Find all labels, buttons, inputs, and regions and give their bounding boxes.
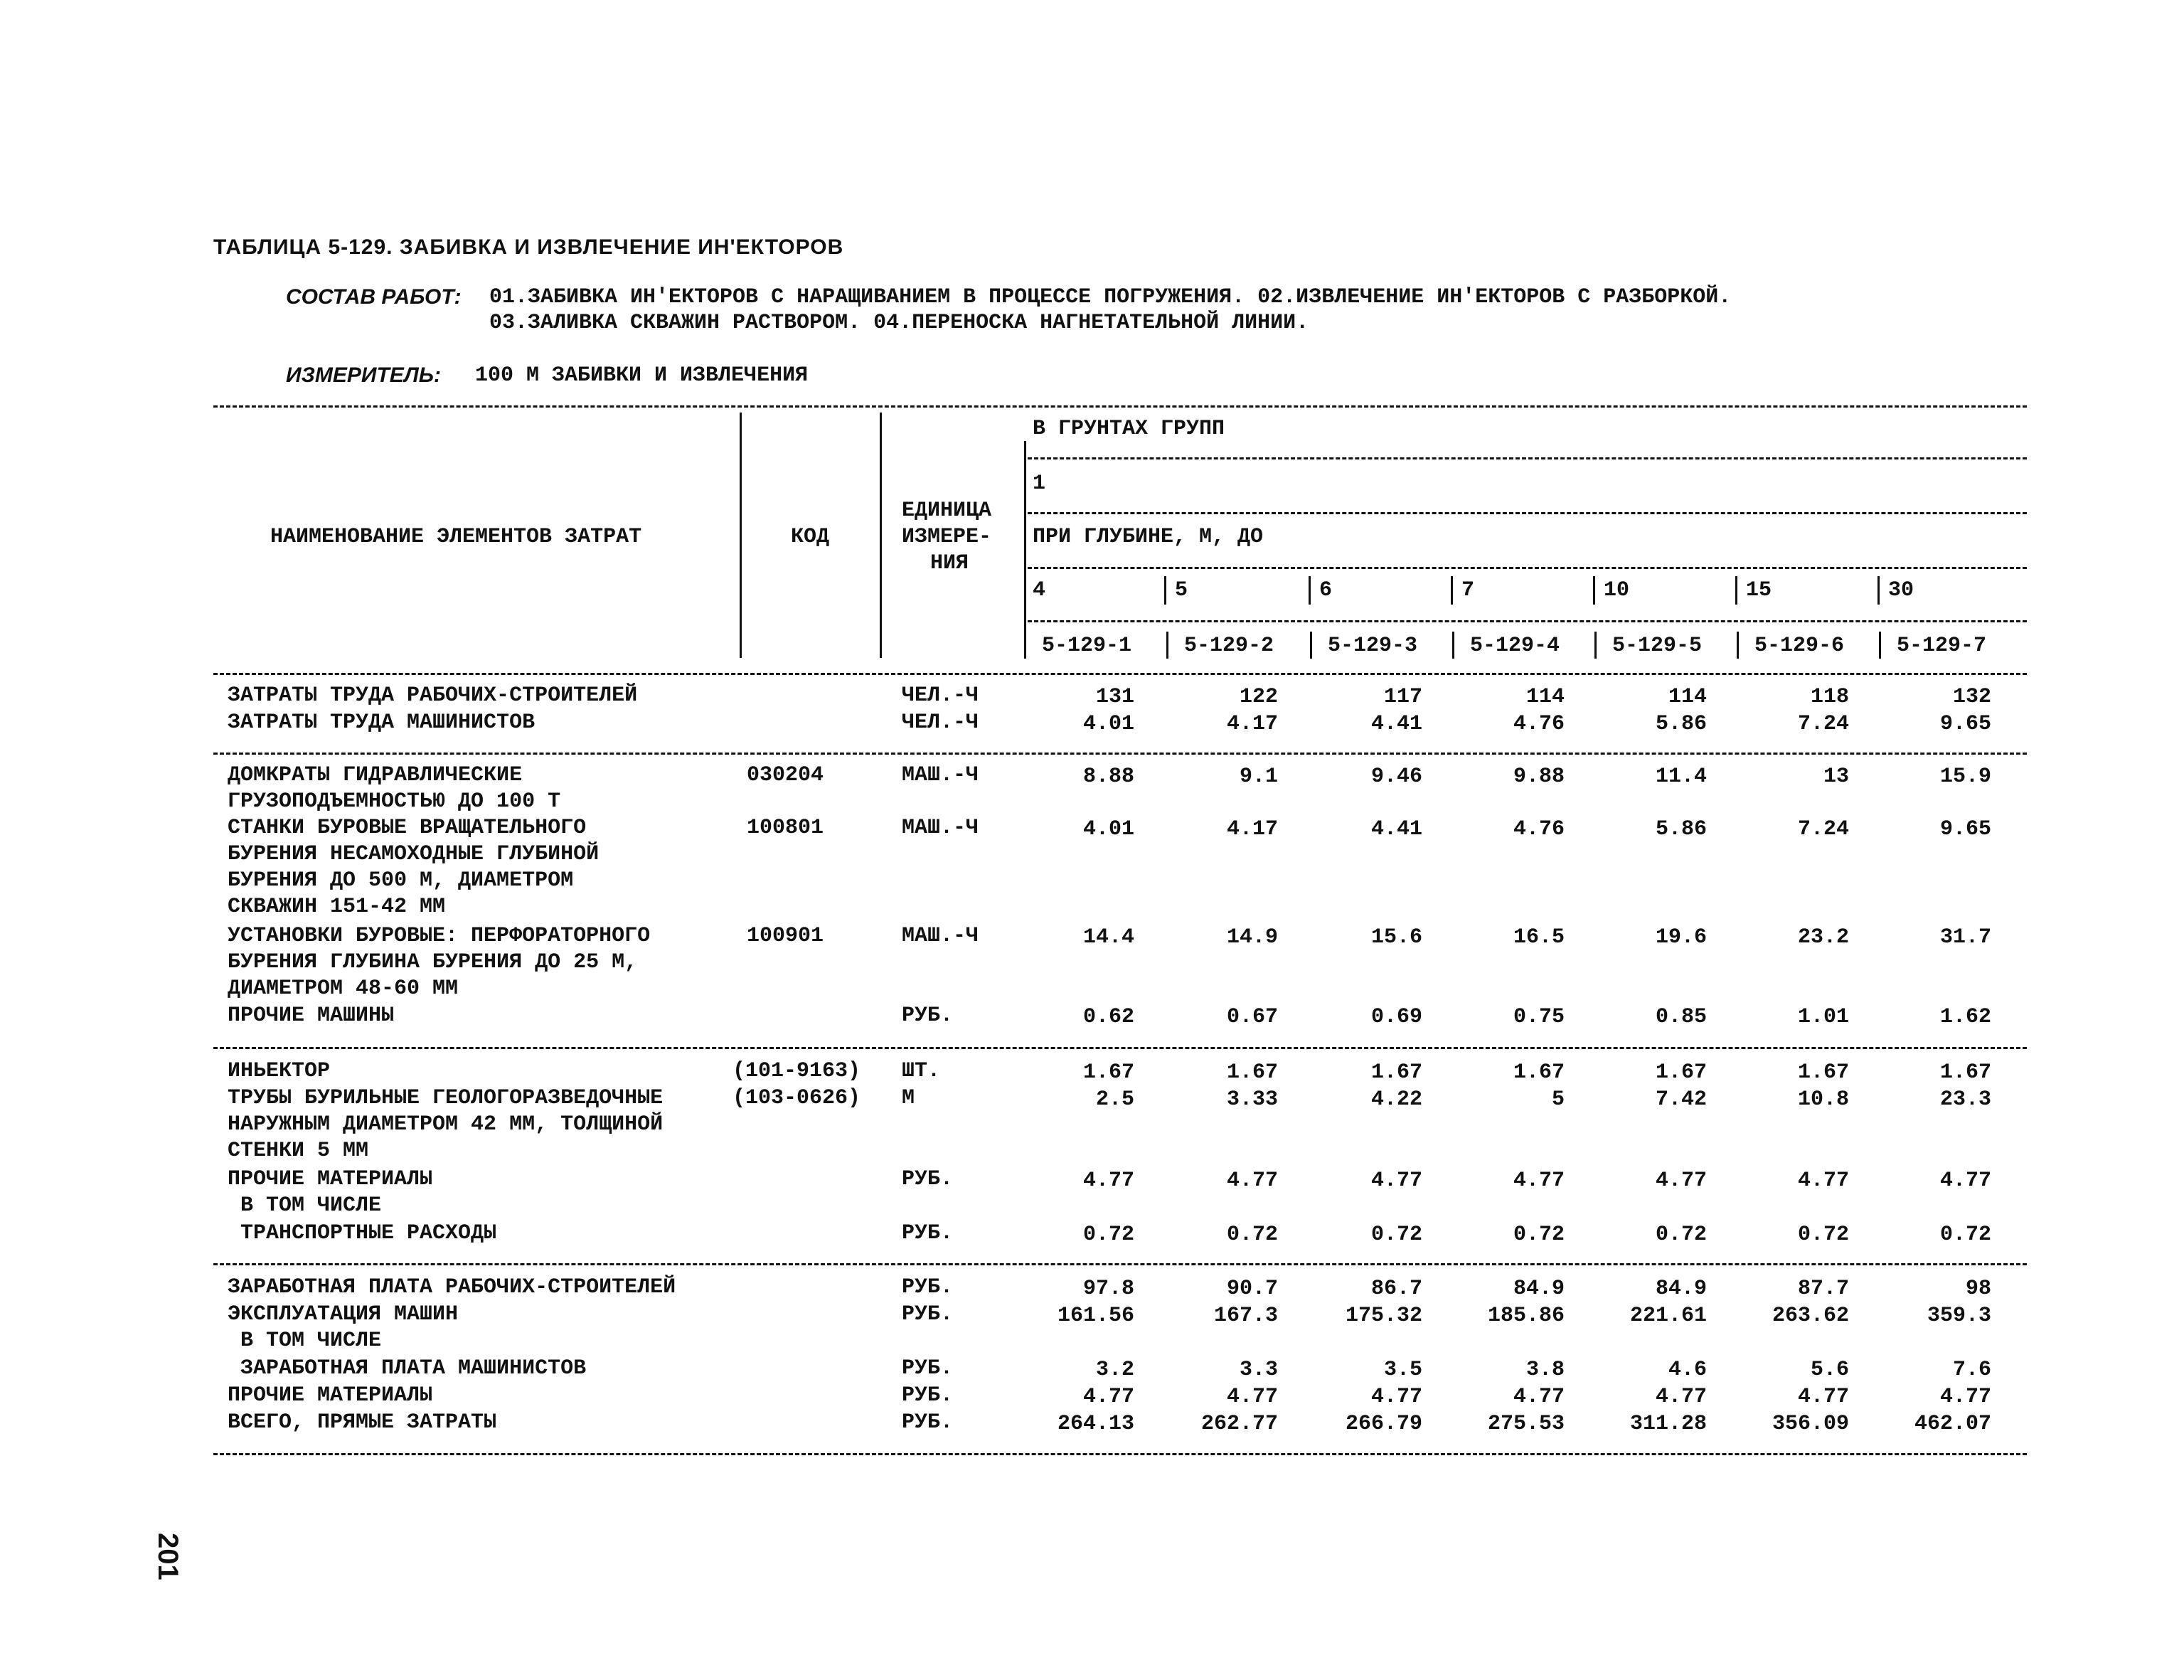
- depth-divider-6: [1877, 576, 1880, 605]
- row-value: 1.67: [1513, 1060, 1565, 1085]
- rule-sep-2: [213, 1047, 2027, 1049]
- row-value: 4.41: [1370, 817, 1422, 841]
- row-name: СКВАЖИН 151-42 ММ: [228, 895, 446, 919]
- rate-code: 5-129-2: [1184, 634, 1274, 658]
- code-divider-2: [1310, 632, 1312, 659]
- row-value: 16.5: [1513, 925, 1565, 950]
- row-value: 0.62: [1082, 1005, 1134, 1029]
- row-value: 1.67: [1655, 1060, 1707, 1085]
- composition-label: СОСТАВ РАБОТ:: [286, 285, 462, 309]
- row-value: 0.85: [1655, 1005, 1707, 1029]
- row-value: 161.56: [1057, 1304, 1134, 1328]
- row-value: 7.24: [1797, 712, 1849, 736]
- row-value: 185.86: [1487, 1304, 1565, 1328]
- code-divider-5: [1737, 632, 1739, 659]
- row-value: 1.62: [1939, 1005, 1991, 1029]
- row-value: 117: [1383, 685, 1422, 709]
- row-value: 4.77: [1939, 1385, 1991, 1409]
- row-value: 15.6: [1370, 925, 1422, 950]
- row-value: 263.62: [1772, 1304, 1849, 1328]
- rate-code: 5-129-6: [1754, 634, 1845, 658]
- row-value: 4.77: [1082, 1385, 1134, 1409]
- row-value: 84.9: [1513, 1277, 1565, 1301]
- row-code: (103-0626): [733, 1086, 861, 1110]
- row-value: 4.77: [1655, 1169, 1707, 1193]
- rule-bottom: [213, 1453, 2027, 1455]
- row-value: 9.46: [1370, 765, 1422, 789]
- rate-code: 5-129-4: [1470, 634, 1560, 658]
- row-value: 175.32: [1345, 1304, 1422, 1328]
- header-unit-col-3: НИЯ: [930, 551, 969, 575]
- row-value: 4.77: [1797, 1385, 1849, 1409]
- row-name: ВСЕГО, ПРЯМЫЕ ЗАТРАТЫ: [228, 1410, 497, 1435]
- row-value: 4.22: [1370, 1088, 1422, 1112]
- row-value: 311.28: [1629, 1412, 1707, 1436]
- row-value: 4.76: [1513, 712, 1565, 736]
- code-divider-3: [1452, 632, 1454, 659]
- row-value: 1.67: [1797, 1060, 1849, 1085]
- row-name: ЗАТРАТЫ ТРУДА РАБОЧИХ-СТРОИТЕЛЕЙ: [228, 684, 638, 708]
- rule-header-3: [1028, 567, 2027, 569]
- depth-label: 30: [1888, 578, 1914, 602]
- row-value: 462.07: [1914, 1412, 1991, 1436]
- row-unit: МАШ.-Ч: [902, 763, 979, 787]
- code-divider-0: [1024, 632, 1026, 659]
- row-value: 0.69: [1370, 1005, 1422, 1029]
- rule-top: [213, 405, 2027, 408]
- rate-code: 5-129-5: [1612, 634, 1703, 658]
- row-unit: РУБ.: [902, 1302, 954, 1327]
- row-value: 4.77: [1513, 1385, 1565, 1409]
- row-value: 4.41: [1370, 712, 1422, 736]
- row-name: НАРУЖНЫМ ДИАМЕТРОМ 42 ММ, ТОЛЩИНОЙ: [228, 1112, 664, 1137]
- row-unit: РУБ.: [902, 1383, 954, 1408]
- row-unit: РУБ.: [902, 1275, 954, 1299]
- composition-line-1: 01.ЗАБИВКА ИН'ЕКТОРОВ С НАРАЩИВАНИЕМ В ПРОЦЕССЕ ПОГРУЖЕНИЯ. 02.ИЗВЛЕЧЕНИЕ ИН'ЕКТОРОВ С РАЗБОРКОЙ.: [489, 285, 1732, 309]
- row-value: 8.88: [1082, 765, 1134, 789]
- row-value: 23.2: [1797, 925, 1849, 950]
- row-unit: РУБ.: [902, 1410, 954, 1435]
- row-value: 7.42: [1655, 1088, 1707, 1112]
- row-name: БУРЕНИЯ ГЛУБИНА БУРЕНИЯ ДО 25 М,: [228, 950, 638, 974]
- row-value: 275.53: [1487, 1412, 1565, 1436]
- row-value: 87.7: [1797, 1277, 1849, 1301]
- row-value: 1.67: [1939, 1060, 1991, 1085]
- depth-label: 15: [1746, 578, 1772, 602]
- header-code-col: КОД: [791, 525, 830, 549]
- row-value: 131: [1095, 685, 1134, 709]
- rule-header-bottom: [213, 673, 2027, 675]
- row-value: 0.72: [1513, 1223, 1565, 1247]
- row-name: В ТОМ ЧИСЛЕ: [228, 1193, 382, 1218]
- row-value: 4.77: [1370, 1169, 1422, 1193]
- row-value: 3.3: [1239, 1358, 1278, 1382]
- row-value: 84.9: [1655, 1277, 1707, 1301]
- depth-label: 7: [1461, 578, 1475, 602]
- row-value: 9.1: [1239, 765, 1278, 789]
- row-value: 0.72: [1370, 1223, 1422, 1247]
- rule-header-4: [1028, 620, 2027, 622]
- row-value: 5.86: [1655, 712, 1707, 736]
- row-unit: М: [902, 1086, 915, 1110]
- row-unit: РУБ.: [902, 1221, 954, 1245]
- measure-label: ИЗМЕРИТЕЛЬ:: [286, 363, 441, 387]
- row-unit: ЧЕЛ.-Ч: [902, 711, 979, 735]
- rule-sep-3: [213, 1263, 2027, 1265]
- row-value: 1.01: [1797, 1005, 1849, 1029]
- row-name: ПРОЧИЕ МАШИНЫ: [228, 1004, 395, 1028]
- row-value: 4.77: [1226, 1385, 1278, 1409]
- row-value: 114: [1525, 685, 1565, 709]
- row-value: 4.77: [1797, 1169, 1849, 1193]
- row-value: 1.67: [1082, 1060, 1134, 1085]
- row-name: ДИАМЕТРОМ 48-60 ММ: [228, 977, 459, 1001]
- row-value: 2.5: [1095, 1088, 1134, 1112]
- row-value: 4.01: [1082, 817, 1134, 841]
- row-value: 0.67: [1226, 1005, 1278, 1029]
- code-divider-4: [1594, 632, 1597, 659]
- table-title: ТАБЛИЦА 5-129. ЗАБИВКА И ИЗВЛЕЧЕНИЕ ИН'ЕКТОРОВ: [213, 235, 844, 259]
- row-name: УСТАНОВКИ БУРОВЫЕ: ПЕРФОРАТОРНОГО: [228, 924, 651, 948]
- row-value: 9.65: [1939, 817, 1991, 841]
- row-value: 122: [1239, 685, 1278, 709]
- row-value: 118: [1810, 685, 1849, 709]
- row-value: 262.77: [1200, 1412, 1278, 1436]
- row-value: 264.13: [1057, 1412, 1134, 1436]
- rule-header-1: [1028, 457, 2027, 459]
- row-value: 98: [1965, 1277, 1991, 1301]
- row-unit: МАШ.-Ч: [902, 924, 979, 948]
- row-unit: ШТ.: [902, 1059, 941, 1083]
- row-value: 266.79: [1345, 1412, 1422, 1436]
- row-unit: РУБ.: [902, 1167, 954, 1191]
- row-value: 4.17: [1226, 712, 1278, 736]
- row-name: ИНЬЕКТОР: [228, 1059, 331, 1083]
- row-value: 3.5: [1383, 1358, 1422, 1382]
- row-value: 31.7: [1939, 925, 1991, 950]
- row-code: 100801: [747, 816, 824, 840]
- composition-line-2: 03.ЗАЛИВКА СКВАЖИН РАСТВОРОМ. 04.ПЕРЕНОСКА НАГНЕТАТЕЛЬНОЙ ЛИНИИ.: [489, 311, 1309, 335]
- depth-divider-5: [1735, 576, 1737, 605]
- row-value: 97.8: [1082, 1277, 1134, 1301]
- row-value: 4.77: [1939, 1169, 1991, 1193]
- row-value: 23.3: [1939, 1088, 1991, 1112]
- depth-label: 4: [1033, 578, 1046, 602]
- depth-divider-2: [1309, 576, 1311, 605]
- row-name: ГРУЗОПОДЪЕМНОСТЬЮ ДО 100 Т: [228, 790, 561, 814]
- row-value: 0.72: [1082, 1223, 1134, 1247]
- row-name: СТЕНКИ 5 ММ: [228, 1139, 369, 1163]
- row-value: 0.75: [1513, 1005, 1565, 1029]
- row-value: 1.67: [1370, 1060, 1422, 1085]
- row-name: ЗАТРАТЫ ТРУДА МАШИНИСТОВ: [228, 711, 536, 735]
- row-value: 5.86: [1655, 817, 1707, 841]
- depth-label: 10: [1604, 578, 1630, 602]
- row-value: 167.3: [1213, 1304, 1278, 1328]
- row-value: 9.88: [1513, 765, 1565, 789]
- row-value: 90.7: [1226, 1277, 1278, 1301]
- row-unit: РУБ.: [902, 1356, 954, 1381]
- row-value: 114: [1668, 685, 1707, 709]
- row-value: 3.2: [1095, 1358, 1134, 1382]
- row-value: 3.8: [1525, 1358, 1565, 1382]
- depth-divider-1: [1164, 576, 1166, 605]
- row-value: 221.61: [1629, 1304, 1707, 1328]
- row-name: БУРЕНИЯ НЕСАМОХОДНЫЕ ГЛУБИНОЙ: [228, 842, 600, 866]
- rule-sep-1: [213, 753, 2027, 755]
- header-unit-col-2: ИЗМЕРЕ-: [902, 525, 992, 549]
- header-soil: В ГРУНТАХ ГРУПП: [1033, 417, 1225, 441]
- rate-code: 5-129-3: [1328, 634, 1418, 658]
- row-value: 4.77: [1226, 1169, 1278, 1193]
- row-value: 9.65: [1939, 712, 1991, 736]
- row-name: ЭКСПЛУАТАЦИЯ МАШИН: [228, 1302, 459, 1327]
- row-name: ТРУБЫ БУРИЛЬНЫЕ ГЕОЛОГОРАЗВЕДОЧНЫЕ: [228, 1086, 664, 1110]
- row-unit: ЧЕЛ.-Ч: [902, 684, 979, 708]
- row-value: 4.17: [1226, 817, 1278, 841]
- row-value: 4.6: [1668, 1358, 1707, 1382]
- rate-code: 5-129-1: [1042, 634, 1132, 658]
- header-depth: ПРИ ГЛУБИНЕ, М, ДО: [1033, 525, 1264, 549]
- row-value: 19.6: [1655, 925, 1707, 950]
- depth-divider-4: [1593, 576, 1595, 605]
- depth-label: 6: [1319, 578, 1333, 602]
- row-code: 030204: [747, 763, 824, 787]
- row-value: 4.77: [1655, 1385, 1707, 1409]
- row-code: (101-9163): [733, 1059, 861, 1083]
- row-value: 4.77: [1082, 1169, 1134, 1193]
- header-name-col: НАИМЕНОВАНИЕ ЭЛЕМЕНТОВ ЗАТРАТ: [270, 525, 642, 549]
- row-value: 5.6: [1810, 1358, 1849, 1382]
- row-name: ДОМКРАТЫ ГИДРАВЛИЧЕСКИЕ: [228, 763, 523, 787]
- row-value: 0.72: [1226, 1223, 1278, 1247]
- row-name: БУРЕНИЯ ДО 500 М, ДИАМЕТРОМ: [228, 868, 574, 893]
- row-unit: МАШ.-Ч: [902, 816, 979, 840]
- row-value: 4.76: [1513, 817, 1565, 841]
- row-value: 7.6: [1952, 1358, 1991, 1382]
- row-name: В ТОМ ЧИСЛЕ: [228, 1329, 382, 1353]
- row-name: ТРАНСПОРТНЫЕ РАСХОДЫ: [228, 1221, 497, 1245]
- page-number: 201: [152, 1533, 183, 1580]
- row-value: 4.77: [1370, 1385, 1422, 1409]
- row-value: 5: [1551, 1088, 1565, 1112]
- row-value: 359.3: [1927, 1304, 1991, 1328]
- code-divider-6: [1879, 632, 1881, 659]
- depth-label: 5: [1175, 578, 1188, 602]
- row-name: СТАНКИ БУРОВЫЕ ВРАЩАТЕЛЬНОГО: [228, 816, 587, 840]
- row-value: 14.4: [1082, 925, 1134, 950]
- header-divider-2: [880, 413, 882, 658]
- row-value: 0.72: [1655, 1223, 1707, 1247]
- row-name: ЗАРАБОТНАЯ ПЛАТА РАБОЧИХ-СТРОИТЕЛЕЙ: [228, 1275, 676, 1299]
- rule-header-2: [1028, 512, 2027, 514]
- rate-code: 5-129-7: [1897, 634, 1987, 658]
- code-divider-1: [1166, 632, 1168, 659]
- depth-divider-3: [1451, 576, 1453, 605]
- row-value: 14.9: [1226, 925, 1278, 950]
- row-value: 86.7: [1370, 1277, 1422, 1301]
- row-value: 0.72: [1939, 1223, 1991, 1247]
- row-value: 3.33: [1226, 1088, 1278, 1112]
- row-name: ПРОЧИЕ МАТЕРИАЛЫ: [228, 1167, 433, 1191]
- header-group: 1: [1033, 472, 1046, 496]
- header-divider-1: [740, 413, 742, 658]
- row-value: 4.01: [1082, 712, 1134, 736]
- row-value: 0.72: [1797, 1223, 1849, 1247]
- header-divider-3: [1024, 441, 1026, 658]
- row-code: 100901: [747, 924, 824, 948]
- row-value: 132: [1952, 685, 1991, 709]
- row-value: 10.8: [1797, 1088, 1849, 1112]
- measure-value: 100 М ЗАБИВКИ И ИЗВЛЕЧЕНИЯ: [475, 363, 809, 388]
- row-value: 4.77: [1513, 1169, 1565, 1193]
- row-name: ПРОЧИЕ МАТЕРИАЛЫ: [228, 1383, 433, 1408]
- header-unit-col-1: ЕДИНИЦА: [902, 499, 992, 523]
- row-value: 1.67: [1226, 1060, 1278, 1085]
- row-value: 11.4: [1655, 765, 1707, 789]
- row-value: 13: [1823, 765, 1849, 789]
- row-value: 356.09: [1772, 1412, 1849, 1436]
- row-value: 15.9: [1939, 765, 1991, 789]
- row-value: 7.24: [1797, 817, 1849, 841]
- row-unit: РУБ.: [902, 1004, 954, 1028]
- row-name: ЗАРАБОТНАЯ ПЛАТА МАШИНИСТОВ: [228, 1356, 587, 1381]
